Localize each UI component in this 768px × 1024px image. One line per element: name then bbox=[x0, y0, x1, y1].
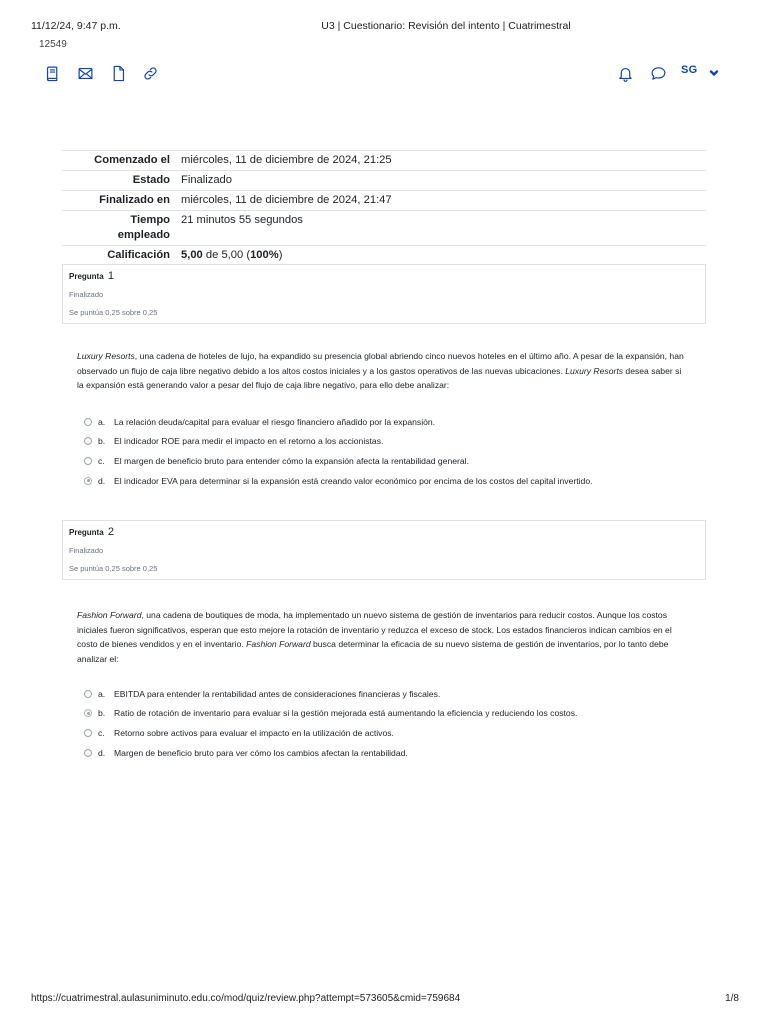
bell-icon[interactable] bbox=[614, 62, 636, 84]
answer-letter: a. bbox=[98, 416, 106, 427]
time-value: 21 minutos 55 segundos bbox=[175, 211, 706, 246]
question-label: Pregunta bbox=[69, 528, 104, 537]
question-text-part: desea saber si la expansión está generando valor a pesar del flujo de caja libre negativo, para ello debe analizar: bbox=[77, 365, 682, 391]
grade-end: ) bbox=[278, 249, 283, 261]
state-label: Estado bbox=[62, 171, 175, 191]
question-info-2 bbox=[62, 520, 706, 580]
grade-label: Calificación bbox=[62, 246, 175, 266]
summary-row-time bbox=[62, 211, 706, 246]
summary-row-grade bbox=[62, 246, 706, 266]
answer-text: Ratio de rotación de inventario para evaluar si la gestión mejorada está aumentando la eficiencia y reduciendo los costos. bbox=[114, 708, 578, 719]
question-info-1 bbox=[62, 264, 706, 324]
print-datetime: 11/12/24, 9:47 p.m. bbox=[31, 20, 121, 32]
mail-icon[interactable] bbox=[74, 62, 96, 84]
started-label: Comenzado el bbox=[62, 151, 175, 171]
summary-row-started bbox=[62, 151, 706, 171]
question-state: Finalizado bbox=[69, 290, 104, 299]
radio-button-selected[interactable] bbox=[84, 477, 92, 485]
page-number: 1/8 bbox=[725, 993, 739, 1004]
question-grade: Se puntúa 0,25 sobre 0,25 bbox=[69, 564, 158, 573]
answer-option-d[interactable] bbox=[84, 743, 704, 763]
radio-button[interactable] bbox=[84, 437, 92, 445]
answer-letter: b. bbox=[98, 436, 106, 447]
radio-button[interactable] bbox=[84, 690, 92, 698]
radio-button[interactable] bbox=[84, 729, 92, 737]
answer-option-d[interactable] bbox=[84, 471, 704, 491]
answer-text: El margen de beneficio bruto para entender cómo la expansión afecta la rentabilidad general. bbox=[114, 455, 469, 466]
answer-text: El indicador EVA para determinar si la expansión está creando valor económico por encima de los costos del capital invertido. bbox=[114, 475, 593, 486]
answer-letter: c. bbox=[98, 727, 105, 738]
answer-text: EBITDA para entender la rentabilidad antes de consideraciones financieras y fiscales. bbox=[114, 688, 441, 699]
grade-score: 5,00 bbox=[181, 249, 203, 261]
print-page-title: U3 | Cuestionario: Revisión del intento | Cuatrimestral bbox=[321, 20, 571, 32]
answer-letter: d. bbox=[98, 747, 106, 758]
answer-option-c[interactable] bbox=[84, 723, 704, 743]
finished-value: miércoles, 11 de diciembre de 2024, 21:47 bbox=[175, 191, 706, 211]
chevron-down-icon[interactable] bbox=[709, 65, 719, 75]
attempt-summary-table bbox=[62, 150, 706, 266]
question-num-value: 2 bbox=[107, 526, 115, 538]
answer-letter: b. bbox=[98, 708, 106, 719]
grade-mid: de 5,00 ( bbox=[202, 249, 251, 261]
question-grade: Se puntúa 0,25 sobre 0,25 bbox=[69, 308, 158, 317]
question-label: Pregunta bbox=[69, 272, 104, 281]
question-text-part: , una cadena de boutiques de moda, ha implementado un nuevo sistema de gestión de inventarios para reducir costos. Aunque los costos iniciales fueron significativos, esperan que esto mejore la rotación de inventario y reduzca el exceso de stock. Los estados financieros indican cambios en el costo de bienes vendidos y en el inventario. bbox=[77, 610, 672, 650]
time-label-line2: empleado bbox=[117, 229, 170, 241]
company-name: Luxury Resorts bbox=[77, 351, 135, 361]
question-number bbox=[69, 270, 114, 282]
user-initials[interactable]: SG bbox=[681, 64, 698, 76]
top-navbar bbox=[0, 62, 768, 90]
finished-label: Finalizado en bbox=[62, 191, 175, 211]
question-number bbox=[69, 526, 114, 538]
link-icon[interactable] bbox=[139, 62, 161, 84]
grade-percent: 100% bbox=[250, 249, 279, 261]
question-num-value: 1 bbox=[107, 270, 115, 282]
summary-row-finished bbox=[62, 191, 706, 211]
user-menu[interactable] bbox=[681, 64, 719, 76]
question-text-1 bbox=[77, 349, 689, 393]
radio-button[interactable] bbox=[84, 457, 92, 465]
answer-option-b[interactable] bbox=[84, 432, 704, 452]
answer-text: La relación deuda/capital para evaluar el riesgo financiero añadido por la expansión. bbox=[114, 416, 436, 427]
company-name: Fashion Forward bbox=[77, 610, 142, 620]
radio-button[interactable] bbox=[84, 749, 92, 757]
chat-icon[interactable] bbox=[647, 62, 669, 84]
answer-list-1 bbox=[84, 412, 704, 490]
answer-option-a[interactable] bbox=[84, 684, 704, 704]
time-label-line1: Tiempo bbox=[130, 214, 170, 226]
question-text-part: , una cadena de hoteles de lujo, ha expandido su presencia global abriendo cinco nuevos hoteles en el último año. A pesar de la expansión, han observado un flujo de caja libre negativo debido a los altos costos iniciales y a los gastos operativos de las nuevas ubicaciones. bbox=[77, 351, 684, 376]
radio-button-selected[interactable] bbox=[84, 709, 92, 717]
answer-option-a[interactable] bbox=[84, 412, 704, 432]
book-icon[interactable] bbox=[41, 62, 63, 84]
time-label bbox=[62, 211, 175, 246]
answer-letter: c. bbox=[98, 455, 105, 466]
summary-row-state bbox=[62, 171, 706, 191]
answer-option-c[interactable] bbox=[84, 451, 704, 471]
answer-list-2 bbox=[84, 684, 704, 762]
course-id: 12549 bbox=[39, 39, 67, 50]
question-text-part: busca determinar la eficacia de su nuevo sistema de gestión de inventarios, por lo tanto debe analizar el: bbox=[77, 639, 669, 664]
question-state: Finalizado bbox=[69, 546, 104, 555]
answer-text: El indicador ROE para medir el impacto en el retorno a los accionistas. bbox=[114, 436, 384, 447]
answer-text: Margen de beneficio bruto para ver cómo los cambios afectan la rentabilidad. bbox=[114, 747, 408, 758]
started-value: miércoles, 11 de diciembre de 2024, 21:25 bbox=[175, 151, 706, 171]
answer-option-b[interactable] bbox=[84, 704, 704, 724]
page-url: https://cuatrimestral.aulasuniminuto.edu.co/mod/quiz/review.php?attempt=573605&cmid=759684 bbox=[31, 993, 461, 1004]
question-text-2 bbox=[77, 608, 689, 666]
answer-text: Retorno sobre activos para evaluar el impacto en la utilización de activos. bbox=[114, 727, 394, 738]
company-name: Luxury Resorts bbox=[565, 365, 624, 376]
radio-button[interactable] bbox=[84, 418, 92, 426]
file-icon[interactable] bbox=[107, 62, 129, 84]
answer-letter: d. bbox=[98, 475, 106, 486]
answer-letter: a. bbox=[98, 688, 106, 699]
state-value: Finalizado bbox=[175, 171, 706, 191]
grade-value bbox=[175, 246, 706, 266]
company-name: Fashion Forward bbox=[246, 639, 311, 650]
